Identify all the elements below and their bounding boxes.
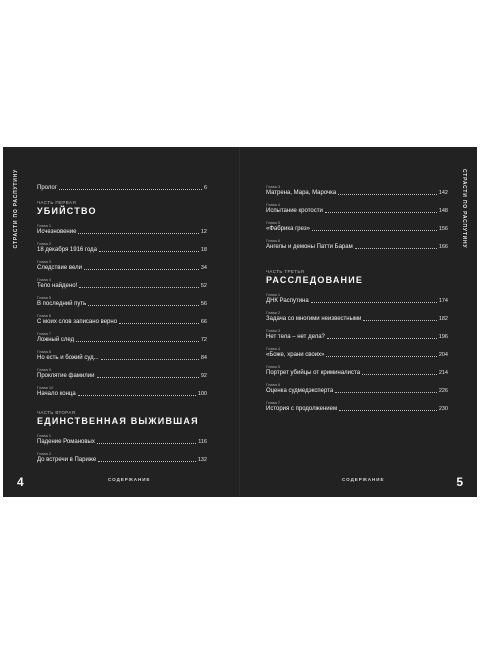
toc-entry[interactable] (37, 433, 207, 446)
toc-entry[interactable] (266, 328, 448, 341)
leader-dots (79, 287, 199, 288)
leader-dots (84, 269, 199, 270)
leader-dots (76, 341, 199, 342)
entry-page: 230 (438, 406, 448, 412)
page-number: 5 (456, 475, 463, 489)
leader-dots (327, 338, 437, 339)
entry-title: В последний путь (37, 301, 87, 307)
toc-entry[interactable] (266, 220, 448, 233)
right-page (240, 147, 477, 497)
entry-title: Но есть и божий суд... (37, 355, 99, 361)
toc-left (37, 184, 207, 469)
part-label: ЧАСТЬ ТРЕТЬЯ (266, 269, 305, 274)
part-label: ЧАСТЬ ПЕРВАЯ (37, 200, 77, 205)
toc-entry-prologue[interactable] (37, 184, 207, 192)
part-heading (266, 269, 448, 286)
leader-dots (99, 251, 199, 252)
toc-entry[interactable] (266, 292, 448, 305)
leader-dots (97, 377, 199, 378)
entry-page: 12 (200, 229, 207, 235)
entry-title: Нет тела – нет дела? (266, 334, 325, 340)
entry-title: Портрет убийцы от криминалиста (266, 370, 361, 376)
toc-entry[interactable] (266, 346, 448, 359)
entry-page: 72 (200, 337, 207, 343)
chapter-label: Глава 1 (37, 433, 52, 438)
entry-page: 116 (198, 439, 207, 445)
leader-dots (335, 392, 437, 393)
entry-title: Начало конца (37, 391, 76, 397)
chapter-label: Глава 6 (266, 382, 281, 387)
entry-page: 56 (200, 301, 207, 307)
toc-entry[interactable] (266, 364, 448, 377)
leader-dots (98, 461, 196, 462)
entry-page: 52 (200, 283, 207, 289)
running-head: СОДЕРЖАНИЕ (108, 477, 151, 482)
entry-title: Ангелы и демоны Патти Барам (266, 244, 353, 250)
entry-page: 132 (197, 457, 207, 463)
toc-entry[interactable] (266, 184, 448, 197)
entry-title: Проклятие фамилии (37, 373, 95, 379)
chapter-label: Глава 6 (266, 238, 281, 243)
leader-dots (325, 212, 437, 213)
entry-page: 92 (200, 373, 207, 379)
part-title: РАССЛЕДОВАНИЕ (266, 275, 364, 285)
entry-title: Задача со многими неизвестными (266, 316, 362, 322)
part-heading (37, 200, 207, 217)
leader-dots (312, 230, 437, 231)
entry-page: 214 (438, 370, 448, 376)
entry-title: До встречи в Париже (37, 457, 97, 463)
chapter-label: Глава 9 (37, 367, 52, 372)
toc-entry[interactable] (266, 400, 448, 413)
entry-title: История с продолжением (266, 406, 338, 412)
toc-entry[interactable] (37, 331, 207, 344)
toc-entry[interactable] (37, 313, 207, 326)
chapter-label: Глава 7 (37, 331, 52, 336)
entry-page: 182 (438, 316, 448, 322)
chapter-label: Глава 6 (37, 313, 52, 318)
entry-page: 156 (438, 226, 448, 232)
entry-title: Исчезновение (37, 229, 77, 235)
running-head: СОДЕРЖАНИЕ (342, 477, 385, 482)
toc-entry[interactable] (37, 223, 207, 236)
entry-title: ДНК Распутина (266, 298, 309, 304)
part-heading (37, 410, 207, 427)
chapter-label: Глава 4 (266, 202, 281, 207)
part-title: УБИЙСТВО (37, 206, 97, 216)
leader-dots (59, 189, 202, 190)
entry-title: Тело найдено! (37, 283, 78, 289)
toc-entry[interactable] (266, 382, 448, 395)
toc-entry[interactable] (37, 451, 207, 464)
leader-dots (101, 359, 199, 360)
chapter-label: Глава 7 (266, 400, 281, 405)
toc-entry[interactable] (266, 202, 448, 215)
chapter-label: Глава 3 (266, 184, 281, 189)
vertical-book-title: СТРАСТИ ПО РАСПУТИНУ (13, 169, 19, 249)
page-number: 4 (17, 475, 24, 489)
entry-page: 6 (203, 185, 207, 191)
chapter-label: Глава 5 (266, 220, 281, 225)
entry-title: Падение Романовых (37, 439, 95, 445)
toc-entry[interactable] (266, 238, 448, 251)
part-label: ЧАСТЬ ВТОРАЯ (37, 410, 76, 415)
part-title: ЕДИНСТВЕННАЯ ВЫЖИВШАЯ (37, 416, 199, 426)
leader-dots (355, 248, 437, 249)
leader-dots (97, 443, 196, 444)
entry-title: «Боже, храни своих» (266, 352, 325, 358)
entry-title: Ложный след (37, 337, 75, 343)
chapter-label: Глава 3 (37, 259, 52, 264)
entry-page: 84 (200, 355, 207, 361)
toc-right-part3 (266, 267, 448, 418)
entry-page: 148 (438, 208, 448, 214)
entry-title: С моих слов записано верно (37, 319, 118, 325)
leader-dots (338, 194, 437, 195)
chapter-label: Глава 4 (37, 277, 52, 282)
chapter-label: Глава 5 (266, 364, 281, 369)
chapter-label: Глава 3 (266, 328, 281, 333)
entry-page: 174 (438, 298, 448, 304)
leader-dots (363, 320, 436, 321)
leader-dots (339, 410, 437, 411)
toc-entry[interactable] (266, 310, 448, 323)
entry-page: 100 (197, 391, 207, 397)
toc-entry[interactable] (37, 385, 207, 398)
leader-dots (326, 356, 436, 357)
chapter-label: Глава 8 (37, 349, 52, 354)
leader-dots (311, 302, 437, 303)
entry-title: Следствие вели (37, 265, 82, 271)
book-spread (3, 147, 477, 497)
toc-entry[interactable] (37, 349, 207, 362)
chapter-label: Глава 1 (266, 292, 281, 297)
entry-page: 226 (438, 388, 448, 394)
entry-page: 142 (438, 190, 448, 196)
leader-dots (362, 374, 437, 375)
entry-page: 66 (200, 319, 207, 325)
toc-entry[interactable] (37, 295, 207, 308)
entry-title: «Фабрика грез» (266, 226, 310, 232)
leader-dots (119, 323, 199, 324)
entry-title: Оценка судмедэксперта (266, 388, 334, 394)
chapter-label: Глава 2 (266, 310, 281, 315)
chapter-label: Глава 10 (37, 385, 54, 390)
chapter-label: Глава 2 (37, 451, 52, 456)
entry-page: 196 (438, 334, 448, 340)
entry-page: 34 (200, 265, 207, 271)
entry-title: 18 декабря 1916 года (37, 247, 98, 253)
entry-title: Пролог (37, 185, 57, 191)
chapter-label: Глава 4 (266, 346, 281, 351)
entry-page: 204 (438, 352, 448, 358)
toc-entry[interactable] (37, 367, 207, 380)
vertical-book-title: СТРАСТИ ПО РАСПУТИНУ (461, 169, 467, 249)
leader-dots (88, 305, 199, 306)
chapter-label: Глава 2 (37, 241, 52, 246)
chapter-label: Глава 5 (37, 295, 52, 300)
toc-entry[interactable] (37, 241, 207, 254)
chapter-label: Глава 1 (37, 223, 52, 228)
toc-right-part2-continued (266, 184, 448, 256)
left-page (3, 147, 240, 497)
entry-title: Матрена, Мара, Марочка (266, 190, 337, 196)
leader-dots (78, 233, 198, 234)
toc-entry[interactable] (37, 277, 207, 290)
toc-entry[interactable] (37, 259, 207, 272)
entry-page: 18 (200, 247, 207, 253)
entry-page: 166 (438, 244, 448, 250)
leader-dots (78, 395, 196, 396)
entry-title: Испытание кротости (266, 208, 323, 214)
